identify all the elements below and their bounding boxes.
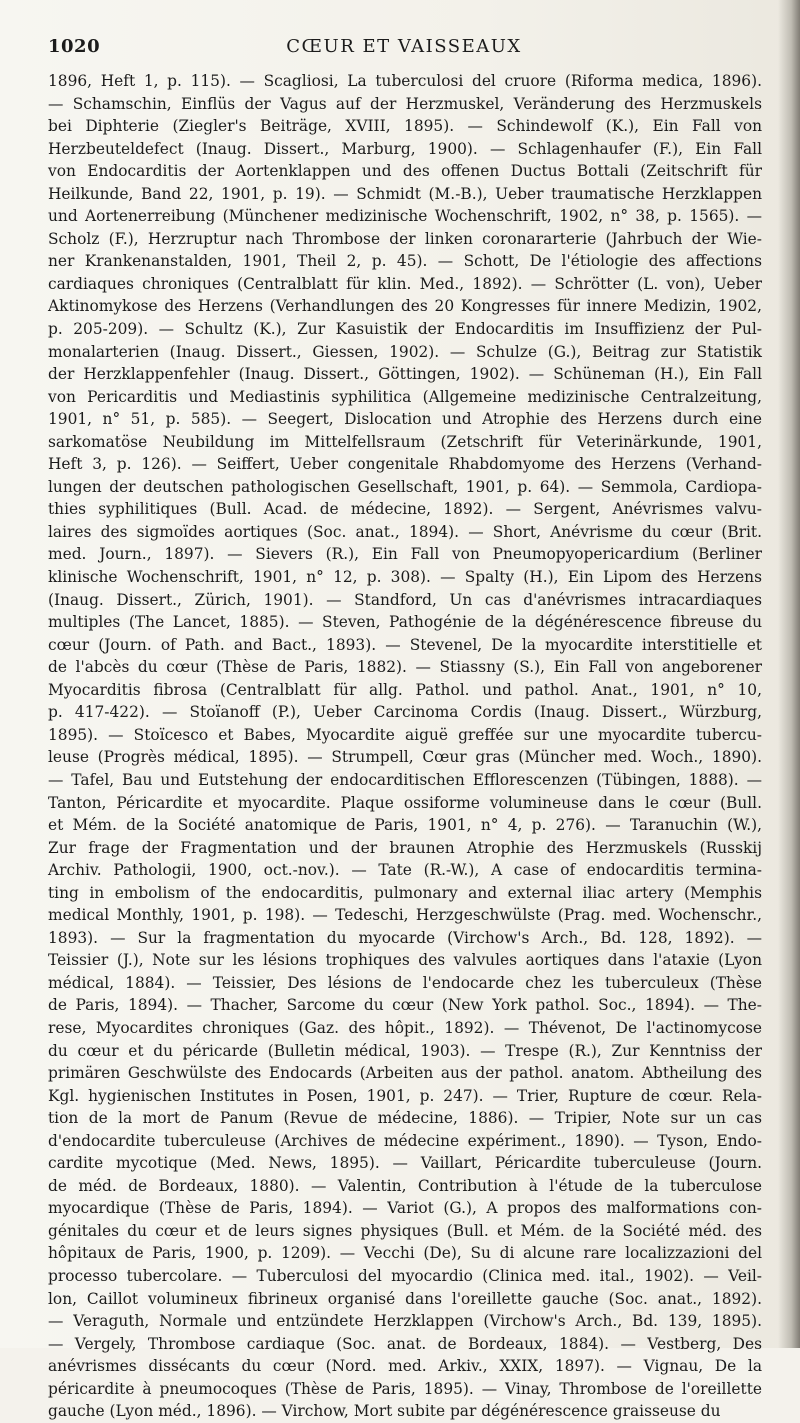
text-line: péricardite à pneumocoques (Thèse de Paris, 1895). — Vinay, Thrombose de l'oreillette (48, 1379, 762, 1398)
page-header (48, 36, 760, 62)
text-line: bei Diphterie (Ziegler's Beiträge, XVIII, 1895). — Schindewolf (K.), Ein Fall von (48, 117, 762, 136)
text-line: hôpitaux de Paris, 1900, p. 1209). — Vecchi (De), Su di alcune rare localizzazioni del (48, 1244, 762, 1263)
text-line: tion de la mort de Panum (Revue de médecine, 1886). — Tripier, Note sur un cas (48, 1109, 762, 1128)
bibliography-text (48, 70, 762, 1423)
text-line: — Vergely, Thrombose cardiaque (Soc. anat. de Bordeaux, 1884). — Vestberg, Des (48, 1334, 762, 1353)
text-line: médical, 1884). — Teissier, Des lésions de l'endocarde chez les tuberculeux (Thèse (48, 973, 762, 992)
text-line: klinische Wochenschrift, 1901, n° 12, p. 308). — Spalty (H.), Ein Lipom des Herzens (48, 568, 762, 587)
text-line: — Schamschin, Einflüs der Vagus auf der Herzmuskel, Veränderung des Herzmuskels (48, 94, 762, 113)
text-line: monalarterien (Inaug. Dissert., Giessen, 1902). — Schulze (G.), Beitrag zur Statistik (48, 342, 762, 361)
text-line: sarkomatöse Neubildung im Mittelfellsraum (Zetschrift für Veterinärkunde, 1901, (48, 432, 762, 451)
text-line: cœur (Journ. of Path. and Bact., 1893). — Stevenel, De la myocardite interstitielle et (48, 635, 762, 654)
text-line: de l'abcès du cœur (Thèse de Paris, 1882). — Stiassny (S.), Ein Fall von angeborener (48, 658, 762, 677)
running-title: CŒUR ET VAISSEAUX (286, 36, 522, 57)
text-line: primären Geschwülste des Endocards (Arbeiten aus der pathol. anatom. Abtheilung des (48, 1064, 762, 1083)
text-line: thies syphilitiques (Bull. Acad. de médecine, 1892). — Sergent, Anévrismes valvu- (48, 500, 762, 519)
text-line: Herzbeuteldefect (Inaug. Dissert., Marburg, 1900). — Schlagenhaufer (F.), Ein Fall (48, 139, 762, 158)
text-line: de méd. de Bordeaux, 1880). — Valentin, Contribution à l'étude de la tuberculose (48, 1176, 762, 1195)
text-line: med. Journ., 1897). — Sievers (R.), Ein Fall von Pneumopyopericardium (Berliner (48, 545, 762, 564)
text-line: von Pericarditis und Mediastinis syphilitica (Allgemeine medizinische Centralzeitung, (48, 387, 762, 406)
text-line: Heilkunde, Band 22, 1901, p. 19). — Schmidt (M.-B.), Ueber traumatische Herzklappen (48, 184, 762, 203)
text-line: von Endocarditis der Aortenklappen und des offenen Ductus Bottali (Zeitschrift für (48, 162, 762, 181)
text-line: ting in embolism of the endocarditis, pulmonary and external iliac artery (Memphis (48, 883, 762, 902)
text-line: — Tafel, Bau und Eutstehung der endocarditischen Efflorescenzen (Tübingen, 1888). — (48, 770, 762, 789)
text-line: 1893). — Sur la fragmentation du myocarde (Virchow's Arch., Bd. 128, 1892). — (48, 928, 762, 947)
text-line: leuse (Progrès médical, 1895). — Strumpell, Cœur gras (Müncher med. Woch., 1890). (48, 748, 762, 767)
text-line: Kgl. hygienischen Institutes in Posen, 1901, p. 247). — Trier, Rupture de cœur. Rela- (48, 1086, 762, 1105)
text-line: Tanton, Péricardite et myocardite. Plaque ossiforme volumineuse dans le cœur (Bull. (48, 793, 762, 812)
text-line: rese, Myocardites chroniques (Gaz. des hôpit., 1892). — Thévenot, De l'actinomycose (48, 1018, 762, 1037)
page-binding-shadow (778, 0, 800, 1348)
text-line: lungen der deutschen pathologischen Gesellschaft, 1901, p. 64). — Semmola, Cardiopa- (48, 477, 762, 496)
text-line: Myocarditis fibrosa (Centralblatt für allg. Pathol. und pathol. Anat., 1901, n° 10, (48, 680, 762, 699)
page-number: 1020 (48, 36, 101, 57)
text-line: myocardique (Thèse de Paris, 1894). — Variot (G.), A propos des malformations con- (48, 1199, 762, 1218)
text-line: Scholz (F.), Herzruptur nach Thrombose der linken coronararterie (Jahrbuch der Wie- (48, 229, 762, 248)
text-line: Heft 3, p. 126). — Seiffert, Ueber congenitale Rhabdomyome des Herzens (Verhand- (48, 455, 762, 474)
text-line: d'endocardite tuberculeuse (Archives de médecine expériment., 1890). — Tyson, Endo- (48, 1131, 762, 1150)
text-line: 1895). — Stoïcesco et Babes, Myocardite aiguë greffée sur une myocardite tubercu- (48, 725, 762, 744)
text-line: cardiaques chroniques (Centralblatt für klin. Med., 1892). — Schrötter (L. von), Ueber (48, 274, 762, 293)
text-line: Aktinomykose des Herzens (Verhandlungen des 20 Kongresses für innere Medizin, 1902, (48, 297, 762, 316)
text-line: gauche (Lyon méd., 1896). — Virchow, Mort subite par dégénérescence graisseuse du (48, 1402, 721, 1421)
text-line: der Herzklappenfehler (Inaug. Dissert., Göttingen, 1902). — Schüneman (H.), Ein Fall (48, 365, 762, 384)
text-line: 1896, Heft 1, p. 115). — Scagliosi, La tuberculosi del cruore (Riforma medica, 1896). (48, 72, 762, 90)
text-line: multiples (The Lancet, 1885). — Steven, Pathogénie de la dégénérescence fibreuse du (48, 613, 762, 632)
text-line: Archiv. Pathologii, 1900, oct.-nov.). — Tate (R.-W.), A case of endocarditis termina- (48, 861, 762, 880)
text-line: de Paris, 1894). — Thacher, Sarcome du cœur (New York pathol. Soc., 1894). — The- (48, 996, 762, 1015)
text-line: lon, Caillot volumineux fibrineux organisé dans l'oreillette gauche (Soc. anat., 1892). (48, 1289, 762, 1308)
text-line: (Inaug. Dissert., Zürich, 1901). — Standford, Un cas d'anévrismes intracardiaques (48, 590, 762, 609)
text-line: du cœur et du péricarde (Bulletin médical, 1903). — Trespe (R.), Zur Kenntniss der (48, 1041, 762, 1060)
text-line: ner Krankenanstalden, 1901, Theil 2, p. 45). — Schott, De l'étiologie des affections (48, 252, 762, 271)
text-line: und Aortenerreibung (Münchener medizinische Wochenschrift, 1902, n° 38, p. 1565). — (48, 207, 762, 226)
text-line: p. 205-209). — Schultz (K.), Zur Kasuistik der Endocarditis im Insuffizienz der Pul- (48, 320, 762, 339)
text-line: Zur frage der Fragmentation und der braunen Atrophie des Herzmuskels (Russkij (48, 838, 762, 857)
text-line: génitales du cœur et de leurs signes physiques (Bull. et Mém. de la Société méd. des (48, 1221, 762, 1240)
text-line: — Veraguth, Normale und entzündete Herzklappen (Virchow's Arch., Bd. 139, 1895). (48, 1312, 762, 1331)
text-line: p. 417-422). — Stoïanoff (P.), Ueber Carcinoma Cordis (Inaug. Dissert., Würzburg, (48, 703, 762, 722)
text-line: et Mém. de la Société anatomique de Paris, 1901, n° 4, p. 276). — Taranuchin (W.), (48, 816, 762, 835)
text-line: cardite mycotique (Med. News, 1895). — Vaillart, Péricardite tuberculeuse (Journ. (48, 1154, 762, 1173)
text-line: processo tubercolare. — Tuberculosi del myocardio (Clinica med. ital., 1902). — Veil- (48, 1266, 762, 1285)
text-line: anévrismes dissécants du cœur (Nord. med. Arkiv., XXIX, 1897). — Vignau, De la (48, 1357, 762, 1376)
text-line: laires des sigmoïdes aortiques (Soc. anat., 1894). — Short, Anévrisme du cœur (Brit. (48, 522, 762, 541)
text-line: Teissier (J.), Note sur les lésions trophiques des valvules aortiques dans l'ataxie (Lyon (48, 951, 762, 970)
text-line: medical Monthly, 1901, p. 198). — Tedeschi, Herzgeschwülste (Prag. med. Wochenschr., (48, 906, 762, 925)
text-line: 1901, n° 51, p. 585). — Seegert, Dislocation und Atrophie des Herzens durch eine (48, 410, 762, 429)
